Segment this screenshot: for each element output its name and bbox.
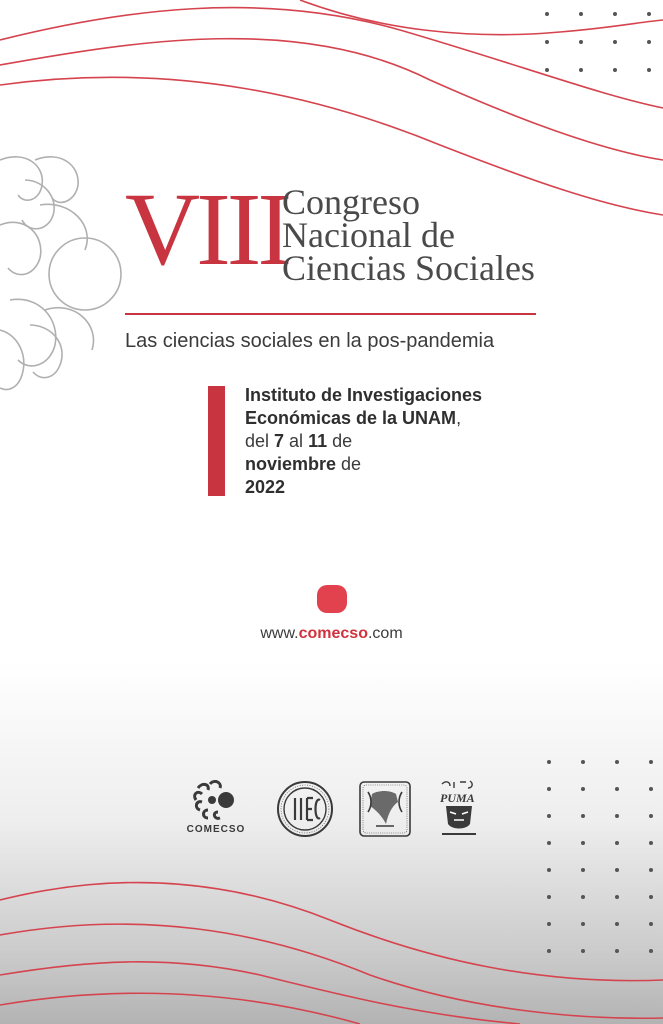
venue-de-2: de xyxy=(336,454,362,474)
web-icon xyxy=(317,585,347,613)
website-brand: comecso xyxy=(298,625,368,642)
venue-al: al xyxy=(284,431,309,451)
comecso-logo-icon xyxy=(192,780,240,822)
venue-block xyxy=(245,384,482,499)
subtitle: Las ciencias sociales en la pos-pandemia xyxy=(125,330,495,352)
website-link[interactable] xyxy=(0,625,663,643)
website-prefix: www. xyxy=(260,625,299,642)
title-divider xyxy=(125,313,536,315)
venue-line-2: Económicas de la UNAM xyxy=(245,408,457,428)
venue-line-1: Instituto de Investigaciones xyxy=(245,385,483,405)
ornament-icon xyxy=(0,157,121,390)
edition-numeral: VIII xyxy=(125,172,289,287)
venue-del: del xyxy=(245,431,275,451)
day-end: 11 xyxy=(308,431,328,451)
title-line-1: Congreso xyxy=(282,182,420,222)
title-line-2: Nacional de xyxy=(282,215,455,255)
dot-grid-top xyxy=(545,12,651,72)
month: noviembre xyxy=(245,454,337,474)
venue-accent-bar xyxy=(208,386,225,496)
unam-seal-icon xyxy=(358,780,412,838)
year: 2022 xyxy=(245,477,286,497)
venue-de: de xyxy=(327,431,353,451)
day-start: 7 xyxy=(274,431,285,451)
pumas-logo-icon xyxy=(436,778,482,840)
congress-title xyxy=(282,182,535,288)
dot-grid-bottom xyxy=(547,760,653,953)
svg-text:PUMA: PUMA xyxy=(440,791,475,805)
website-suffix: .com xyxy=(367,625,403,642)
iiec-seal-icon xyxy=(276,780,334,838)
title-line-3: Ciencias Sociales xyxy=(282,248,535,288)
comecso-label: COMECSO xyxy=(186,824,246,835)
venue-comma: , xyxy=(456,408,462,428)
